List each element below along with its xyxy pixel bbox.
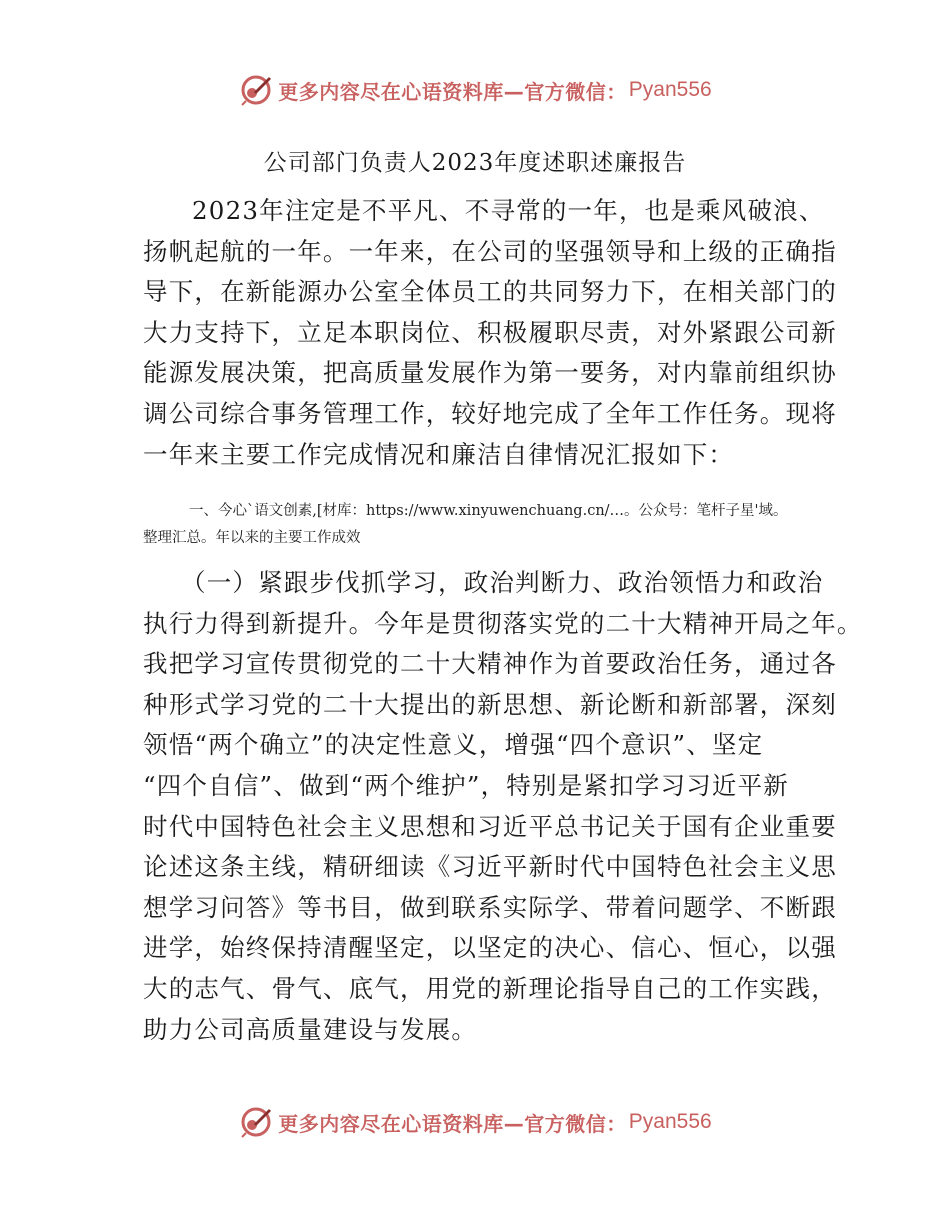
text-line: 助力公司高质量建设与发展。: [143, 1014, 478, 1044]
wechat-id: Pyan556: [628, 1110, 712, 1133]
text-line: 大力支持下，立足本职岗位、积极履职尽责，对外紧跟公司新: [143, 317, 837, 347]
text-line: 执行力得到新提升。今年是贯彻落实党的二十大精神开局之年。: [143, 608, 863, 638]
text-line: “四个自信”、做到“两个维护”，特别是紧扣学习习近平新: [143, 770, 789, 800]
section-paragraph: [143, 563, 863, 1050]
text-line: 大的志气、骨气、底气，用党的新理论指导自己的工作实践，: [143, 973, 837, 1003]
text-line: 进学，始终保持清醒坚定，以坚定的决心、信心、恒心，以强: [143, 933, 837, 963]
watermark-text: 更多内容尽在心语资料库—官方微信：: [278, 79, 627, 104]
text-line: 想学习问答》等书目，做到联系实际学、带着问题学、不断跟: [143, 892, 837, 922]
page-title: 公司部门负责人2023年度述职述廉报告: [263, 150, 687, 176]
pen-logo-icon: [238, 1104, 274, 1140]
text-line: 一年来主要工作完成情况和廉洁自律情况汇报如下：: [143, 439, 735, 469]
text-line: 导下，在新能源办公室全体员工的共同努力下，在相关部门的: [143, 277, 837, 307]
intro-paragraph: [143, 191, 837, 475]
text-line: 种形式学习党的二十大提出的新思想、新论断和新部署，深刻: [143, 689, 837, 719]
text-line: 能源发展决策，把高质量发展作为第一要务，对内靠前组织协: [143, 358, 837, 388]
text-line: 领悟“两个确立”的决定性意义，增强“四个意识”、坚定: [143, 730, 764, 760]
pen-logo-icon: [238, 72, 274, 108]
text-line: 调公司综合事务管理工作，较好地完成了全年工作任务。现将: [143, 398, 837, 428]
section-heading-line: （一）紧跟步伐抓学习，政治判断力、政治领悟力和政治: [181, 568, 824, 597]
text-line: 时代中国特色社会主义思想和习近平总书记关于国有企业重要: [143, 811, 837, 841]
watermark-text: 更多内容尽在心语资料库—官方微信：: [278, 1111, 627, 1136]
source-note: [143, 498, 823, 552]
note-line: 整理汇总。年以来的主要工作成效: [143, 530, 361, 546]
text-line: 2023年注定是不平凡、不寻常的一年，也是乘风破浪、: [192, 196, 825, 225]
note-line: 一、今心`语文创素,[材库：https://www.xinyuwenchuang.cn/…。公众号：笔杆子星'域。: [189, 503, 788, 519]
wechat-id: Pyan556: [628, 78, 712, 101]
watermark-banner-bottom: [0, 1102, 950, 1142]
watermark-banner-top: [0, 70, 950, 110]
text-line: 我把学习宣传贯彻党的二十大精神作为首要政治任务，通过各: [143, 649, 837, 679]
text-line: 扬帆起航的一年。一年来，在公司的坚强领导和上级的正确指: [143, 236, 837, 266]
text-line: 论述这条主线，精研细读《习近平新时代中国特色社会主义思: [143, 852, 837, 882]
